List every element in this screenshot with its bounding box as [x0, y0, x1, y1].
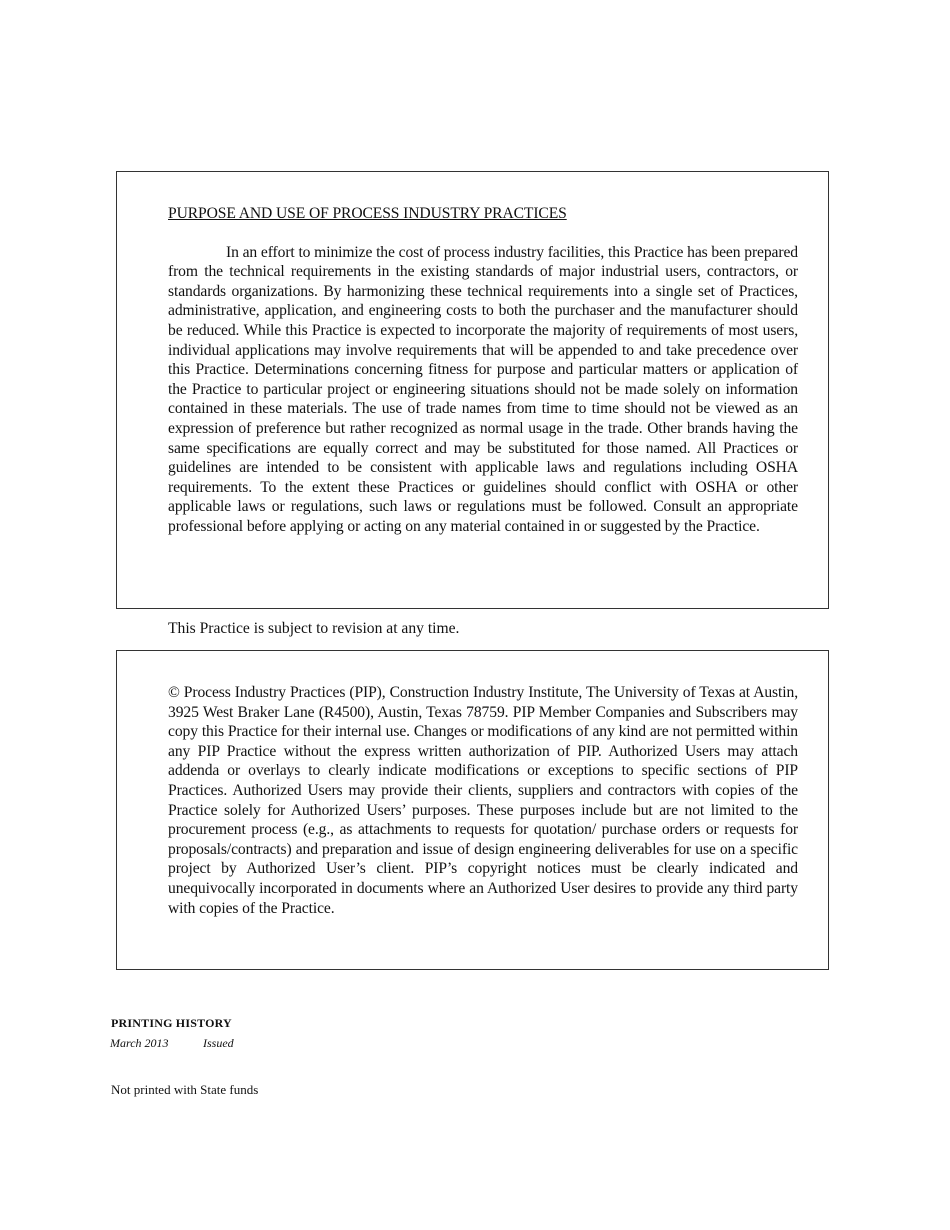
copyright-paragraph: © Process Industry Practices (PIP), Construction Industry Institute, The University of Texas at Austin, 3925 West Braker Lane (R4500), Austin, Texas 78759. PIP Member Companies and Subscribers may copy this Practice for their internal use. Changes or modifications of any kind are not permitted within any PIP Practice without the express written authorization of PIP. Authorized Users may attach addenda or overlays to clearly indicate modifications or exceptions to specific sections of PIP Practices. Authorized Users may provide their clients, suppliers and contractors with copies of the Practice solely for Authorized Users’ purposes. These purposes include but are not limited to the procurement process (e.g., as attachments to requests for quotation/ purchase orders or requests for proposals/contracts) and preparation and issue of design engineering deliverables for use on a specific project by Authorized User’s client. PIP’s copyright notices must be clearly indicated and unequivocally incorporated in documents where an Authorized User desires to provide any third party with copies of the Practice. — [168, 684, 798, 917]
history-status: Issued — [203, 1036, 234, 1050]
funds-note: Not printed with State funds — [111, 1082, 259, 1097]
purpose-box — [116, 171, 829, 609]
printing-history-entry — [110, 1036, 234, 1051]
purpose-paragraph: In an effort to minimize the cost of process industry facilities, this Practice has been prepared from the technical requirements in the existing standards of major industrial users, contractors, or standards organizations. By harmonizing these technical requirements into a single set of Practices, administrative, application, and engineering costs to both the purchaser and the manufacturer should be reduced. While this Practice is expected to incorporate the majority of requirements of most users, individual applications may involve requirements that will be appended to and take precedence over this Practice. Determinations concerning fitness for purpose and particular matters or application of the Practice to particular project or engineering situations should not be made solely on information contained in these materials. The use of trade names from time to time should not be viewed as an expression of preference but rather recognized as normal usage in the trade. Other brands having the same specifications are equally correct and may be substituted for those named. All Practices or guidelines are intended to be consistent with applicable laws and regulations including OSHA requirements. To the extent these Practices or guidelines should conflict with OSHA or other applicable laws or regulations, such laws or regulations must be followed. Consult an appropriate professional before applying or acting on any material contained in or suggested by the Practice. — [168, 243, 798, 535]
copyright-content — [168, 683, 798, 918]
purpose-content — [168, 204, 798, 537]
printing-history-title: PRINTING HISTORY — [111, 1016, 232, 1030]
copyright-box — [116, 650, 829, 970]
purpose-heading: PURPOSE AND USE OF PROCESS INDUSTRY PRACTICES — [168, 205, 567, 222]
revision-note: This Practice is subject to revision at any time. — [168, 620, 460, 637]
history-date: March 2013 — [110, 1036, 169, 1050]
